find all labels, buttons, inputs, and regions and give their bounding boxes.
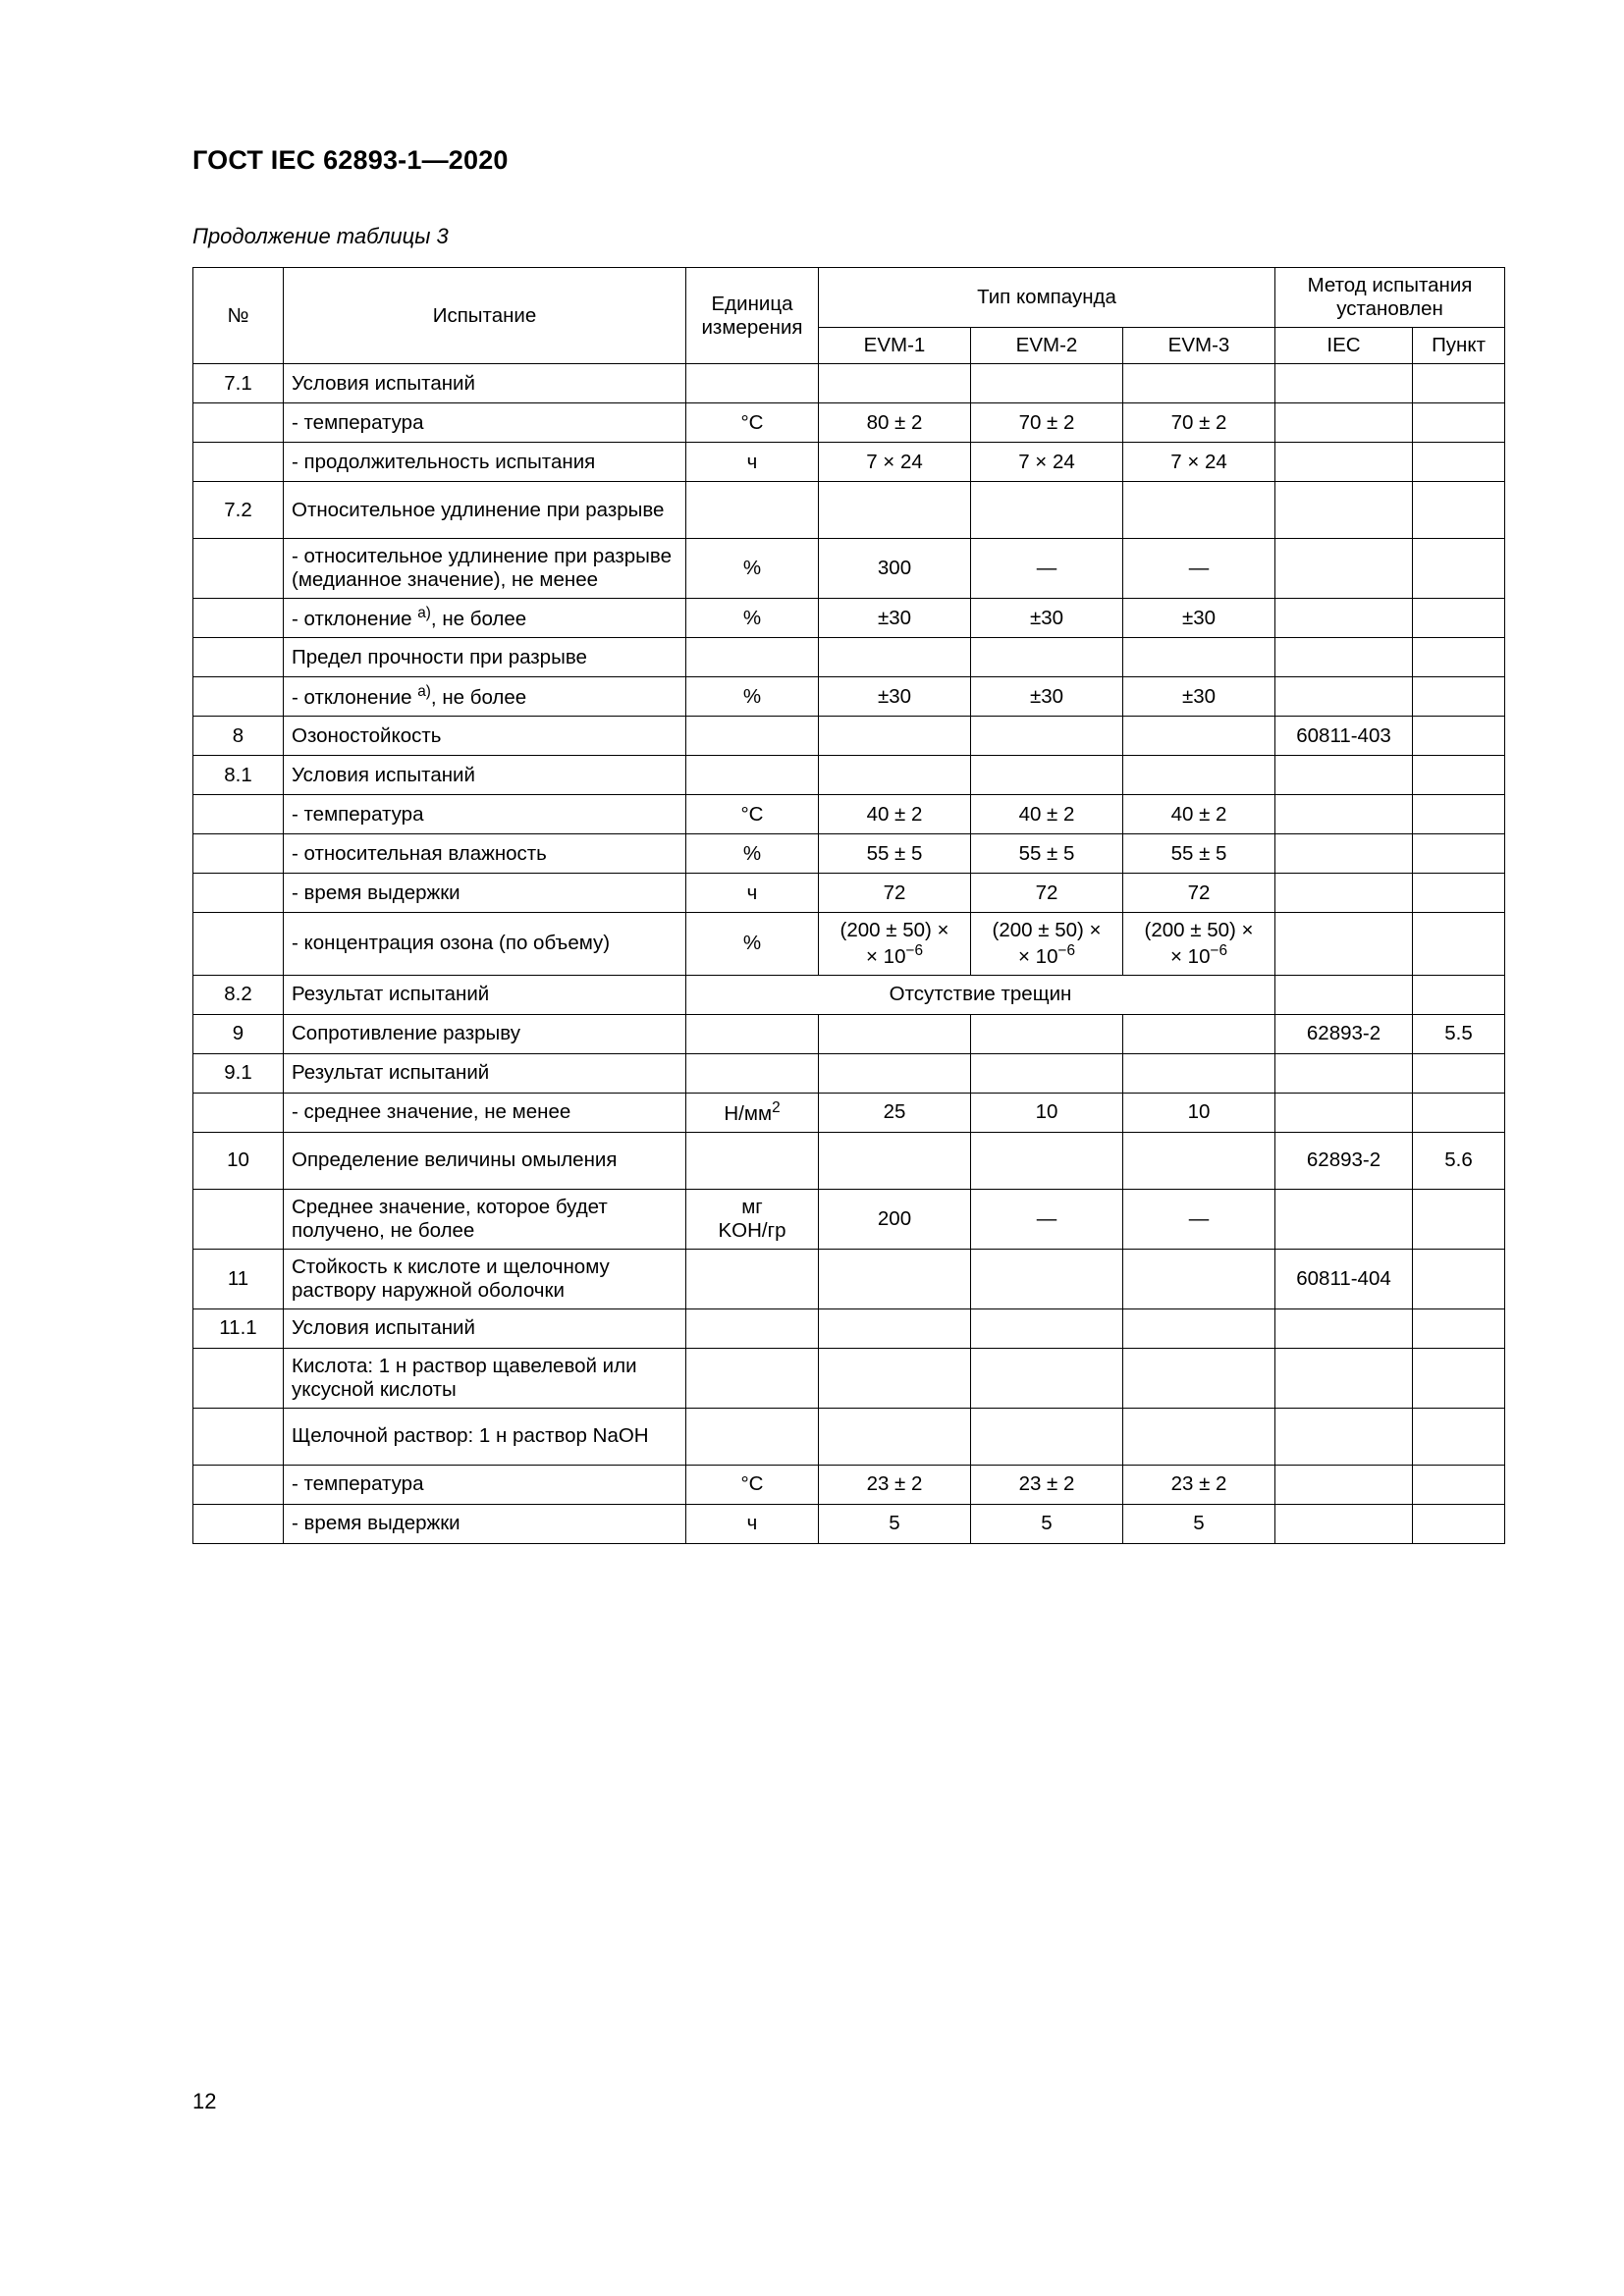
cell-evm3: (200 ± 50) × × $10^{-6}$: [1123, 913, 1275, 976]
table-row: [193, 1093, 1505, 1132]
cell-unit: [686, 1053, 819, 1093]
cell-punkt: [1413, 1189, 1505, 1249]
table-row: [193, 756, 1505, 795]
cell-evm3: [1123, 1348, 1275, 1408]
cell-unit: %: [686, 539, 819, 599]
cell-iec: [1275, 638, 1413, 677]
cell-num: 7.2: [193, 482, 284, 539]
cell-test: Кислота: 1 н раствор щавелевой или уксусной кислоты: [284, 1348, 686, 1408]
cell-iec: [1275, 539, 1413, 599]
cell-evm3: [1123, 1132, 1275, 1189]
cell-test: - время выдержки: [284, 874, 686, 913]
cell-evm2: 72: [971, 874, 1123, 913]
cell-unit: [686, 364, 819, 403]
cell-iec: 60811-403: [1275, 717, 1413, 756]
header-evm3: EVM-3: [1123, 328, 1275, 364]
table-row: [193, 1053, 1505, 1093]
cell-punkt: [1413, 975, 1505, 1014]
cell-unit: [686, 482, 819, 539]
table-row: [193, 1408, 1505, 1465]
cell-num: [193, 874, 284, 913]
cell-num: [193, 1348, 284, 1408]
cell-punkt: [1413, 913, 1505, 976]
cell-evm3: [1123, 638, 1275, 677]
cell-iec: [1275, 795, 1413, 834]
cell-iec: [1275, 599, 1413, 638]
cell-punkt: [1413, 795, 1505, 834]
cell-evm3: 23 ± 2: [1123, 1465, 1275, 1504]
table-row: [193, 1504, 1505, 1543]
cell-iec: [1275, 443, 1413, 482]
table-row: [193, 795, 1505, 834]
cell-evm2: [971, 1348, 1123, 1408]
cell-evm3: [1123, 1408, 1275, 1465]
cell-num: [193, 1093, 284, 1132]
cell-evm2: [971, 717, 1123, 756]
cell-evm2: —: [971, 1189, 1123, 1249]
cell-punkt: 5.5: [1413, 1014, 1505, 1053]
header-method-group: Метод испытания установлен: [1275, 268, 1505, 328]
cell-evm1: 40 ± 2: [819, 795, 971, 834]
cell-test: Сопротивление разрыву: [284, 1014, 686, 1053]
cell-unit: [686, 638, 819, 677]
cell-iec: [1275, 913, 1413, 976]
cell-evm1: 7 × 24: [819, 443, 971, 482]
cell-unit: °C: [686, 1465, 819, 1504]
cell-test: Предел прочности при разрыве: [284, 638, 686, 677]
cell-punkt: [1413, 443, 1505, 482]
cell-iec: [1275, 677, 1413, 717]
table-row: [193, 677, 1505, 717]
cell-iec: [1275, 403, 1413, 443]
table-row: [193, 599, 1505, 638]
header-unit: Единица измерения: [686, 268, 819, 364]
cell-evm2: [971, 364, 1123, 403]
cell-evm2: [971, 1308, 1123, 1348]
cell-iec: [1275, 1308, 1413, 1348]
table-row: [193, 539, 1505, 599]
cell-test: - концентрация озона (по объему): [284, 913, 686, 976]
cell-num: 9: [193, 1014, 284, 1053]
table-row: [193, 482, 1505, 539]
cell-iec: [1275, 1465, 1413, 1504]
cell-punkt: [1413, 1465, 1505, 1504]
cell-iec: [1275, 1408, 1413, 1465]
cell-evm1: [819, 717, 971, 756]
cell-iec: [1275, 1093, 1413, 1132]
cell-punkt: [1413, 1249, 1505, 1308]
cell-test: Результат испытаний: [284, 1053, 686, 1093]
cell-evm1: 25: [819, 1093, 971, 1132]
cell-evm1: ±30: [819, 599, 971, 638]
cell-num: [193, 599, 284, 638]
cell-num: [193, 638, 284, 677]
cell-evm2: ±30: [971, 599, 1123, 638]
cell-evm2: [971, 756, 1123, 795]
cell-iec: 62893-2: [1275, 1132, 1413, 1189]
cell-test: - температура: [284, 795, 686, 834]
cell-evm3: 40 ± 2: [1123, 795, 1275, 834]
cell-unit: мг KOH/гр: [686, 1189, 819, 1249]
cell-num: [193, 1189, 284, 1249]
cell-test: Результат испытаний: [284, 975, 686, 1014]
cell-test: - температура: [284, 1465, 686, 1504]
cell-unit: $Н/мм^2$: [686, 1093, 819, 1132]
cell-evm2: [971, 1132, 1123, 1189]
cell-evm3: [1123, 364, 1275, 403]
header-num: №: [193, 268, 284, 364]
cell-unit: [686, 756, 819, 795]
cell-test: Озоностойкость: [284, 717, 686, 756]
cell-test: Условия испытаний: [284, 364, 686, 403]
footnote-marker: а): [417, 605, 431, 622]
cell-punkt: [1413, 1408, 1505, 1465]
cell-iec: [1275, 834, 1413, 874]
cell-test: - относительное удлинение при разрыве (медианное значение), не менее: [284, 539, 686, 599]
cell-num: 9.1: [193, 1053, 284, 1093]
cell-num: 8: [193, 717, 284, 756]
cell-num: [193, 403, 284, 443]
cell-evm1: [819, 1408, 971, 1465]
cell-evm2: [971, 1408, 1123, 1465]
cell-evm2: [971, 1249, 1123, 1308]
cell-evm2: [971, 1014, 1123, 1053]
cell-num: [193, 677, 284, 717]
cell-evm1: [819, 1348, 971, 1408]
footnote-marker: а): [417, 683, 431, 701]
cell-evm2: 55 ± 5: [971, 834, 1123, 874]
cell-punkt: 5.6: [1413, 1132, 1505, 1189]
table-row: [193, 913, 1505, 976]
header-punkt: Пункт: [1413, 328, 1505, 364]
cell-iec: [1275, 1348, 1413, 1408]
table-header-row-1: [193, 268, 1505, 328]
cell-test: Условия испытаний: [284, 756, 686, 795]
cell-num: [193, 834, 284, 874]
cell-test: Среднее значение, которое будет получено, не более: [284, 1189, 686, 1249]
cell-test: Относительное удлинение при разрыве: [284, 482, 686, 539]
cell-evm3: [1123, 1308, 1275, 1348]
header-test: Испытание: [284, 268, 686, 364]
cell-merged-result: Отсутствие трещин: [686, 975, 1275, 1014]
cell-unit: °C: [686, 403, 819, 443]
cell-unit: [686, 1132, 819, 1189]
cell-iec: [1275, 975, 1413, 1014]
cell-iec: [1275, 1504, 1413, 1543]
cell-evm3: 10: [1123, 1093, 1275, 1132]
table-row: [193, 874, 1505, 913]
cell-punkt: [1413, 1504, 1505, 1543]
cell-unit: %: [686, 677, 819, 717]
cell-punkt: [1413, 1053, 1505, 1093]
cell-evm3: [1123, 482, 1275, 539]
table-row: [193, 1014, 1505, 1053]
cell-evm3: 72: [1123, 874, 1275, 913]
cell-evm1: [819, 1249, 971, 1308]
cell-num: [193, 443, 284, 482]
cell-unit: °C: [686, 795, 819, 834]
cell-evm3: —: [1123, 1189, 1275, 1249]
table-caption: Продолжение таблицы 3: [192, 224, 449, 248]
cell-evm1: 23 ± 2: [819, 1465, 971, 1504]
cell-punkt: [1413, 1348, 1505, 1408]
cell-punkt: [1413, 834, 1505, 874]
cell-punkt: [1413, 638, 1505, 677]
cell-num: 8.1: [193, 756, 284, 795]
table-row: [193, 1308, 1505, 1348]
cell-iec: [1275, 1053, 1413, 1093]
cell-iec: [1275, 1189, 1413, 1249]
cell-punkt: [1413, 403, 1505, 443]
cell-iec: 62893-2: [1275, 1014, 1413, 1053]
cell-evm3: [1123, 1249, 1275, 1308]
cell-num: 7.1: [193, 364, 284, 403]
cell-test: - отклонение $^{а)}$, не более: [284, 677, 686, 717]
cell-evm1: (200 ± 50) × × $10^{-6}$: [819, 913, 971, 976]
cell-num: [193, 539, 284, 599]
cell-evm1: 5: [819, 1504, 971, 1543]
cell-punkt: [1413, 599, 1505, 638]
table-row: [193, 1189, 1505, 1249]
cell-test: - среднее значение, не менее: [284, 1093, 686, 1132]
cell-unit: ч: [686, 1504, 819, 1543]
cell-iec: 60811-404: [1275, 1249, 1413, 1308]
table-row: [193, 834, 1505, 874]
cell-evm3: 70 ± 2: [1123, 403, 1275, 443]
header-evm1: EVM-1: [819, 328, 971, 364]
cell-test: - температура: [284, 403, 686, 443]
cell-evm1: 200: [819, 1189, 971, 1249]
cell-unit: [686, 717, 819, 756]
cell-num: 10: [193, 1132, 284, 1189]
cell-test: Условия испытаний: [284, 1308, 686, 1348]
cell-unit: [686, 1348, 819, 1408]
cell-evm1: [819, 638, 971, 677]
cell-evm3: 5: [1123, 1504, 1275, 1543]
cell-unit: ч: [686, 874, 819, 913]
header-iec: IEC: [1275, 328, 1413, 364]
cell-punkt: [1413, 1308, 1505, 1348]
table-row: [193, 443, 1505, 482]
table-row: [193, 1465, 1505, 1504]
cell-evm1: 72: [819, 874, 971, 913]
table-row: [193, 403, 1505, 443]
cell-iec: [1275, 364, 1413, 403]
cell-evm1: ±30: [819, 677, 971, 717]
cell-num: 11.1: [193, 1308, 284, 1348]
cell-punkt: [1413, 756, 1505, 795]
cell-num: 8.2: [193, 975, 284, 1014]
cell-punkt: [1413, 677, 1505, 717]
cell-evm2: ±30: [971, 677, 1123, 717]
cell-num: [193, 1465, 284, 1504]
cell-iec: [1275, 874, 1413, 913]
cell-test: Щелочной раствор: 1 н раствор NaOH: [284, 1408, 686, 1465]
cell-evm2: 10: [971, 1093, 1123, 1132]
cell-evm2: —: [971, 539, 1123, 599]
cell-unit: %: [686, 599, 819, 638]
cell-evm1: [819, 756, 971, 795]
cell-unit: %: [686, 834, 819, 874]
cell-punkt: [1413, 1093, 1505, 1132]
cell-evm1: [819, 1053, 971, 1093]
page-number: 12: [192, 2089, 217, 2113]
cell-evm1: 300: [819, 539, 971, 599]
table-row: [193, 1132, 1505, 1189]
cell-unit: [686, 1408, 819, 1465]
cell-unit: ч: [686, 443, 819, 482]
cell-evm3: [1123, 1053, 1275, 1093]
cell-test: - время выдержки: [284, 1504, 686, 1543]
cell-test: - отклонение $^{а)}$, не более: [284, 599, 686, 638]
table-row: [193, 975, 1505, 1014]
cell-evm2: 23 ± 2: [971, 1465, 1123, 1504]
cell-evm1: [819, 1132, 971, 1189]
cell-num: [193, 1408, 284, 1465]
cell-unit: [686, 1308, 819, 1348]
cell-evm1: [819, 482, 971, 539]
cell-evm3: ±30: [1123, 599, 1275, 638]
cell-evm1: 55 ± 5: [819, 834, 971, 874]
cell-evm3: —: [1123, 539, 1275, 599]
cell-evm2: [971, 1053, 1123, 1093]
cell-evm1: 80 ± 2: [819, 403, 971, 443]
cell-evm2: 7 × 24: [971, 443, 1123, 482]
cell-test: Определение величины омыления: [284, 1132, 686, 1189]
header-compound-group: Тип компаунда: [819, 268, 1275, 328]
cell-num: [193, 795, 284, 834]
cell-test: - относительная влажность: [284, 834, 686, 874]
cell-evm3: ±30: [1123, 677, 1275, 717]
cell-punkt: [1413, 874, 1505, 913]
cell-num: [193, 1504, 284, 1543]
table-row: [193, 717, 1505, 756]
table-row: [193, 1348, 1505, 1408]
header-evm2: EVM-2: [971, 328, 1123, 364]
cell-evm2: 40 ± 2: [971, 795, 1123, 834]
cell-unit: %: [686, 913, 819, 976]
cell-unit: [686, 1014, 819, 1053]
table-row: [193, 364, 1505, 403]
cell-punkt: [1413, 717, 1505, 756]
cell-evm3: [1123, 717, 1275, 756]
cell-iec: [1275, 482, 1413, 539]
cell-evm3: 7 × 24: [1123, 443, 1275, 482]
cell-num: 11: [193, 1249, 284, 1308]
cell-evm2: 5: [971, 1504, 1123, 1543]
cell-evm2: (200 ± 50) × × $10^{-6}$: [971, 913, 1123, 976]
cell-evm3: [1123, 1014, 1275, 1053]
cell-punkt: [1413, 482, 1505, 539]
cell-evm3: 55 ± 5: [1123, 834, 1275, 874]
cell-evm2: [971, 638, 1123, 677]
cell-unit: [686, 1249, 819, 1308]
table-row: [193, 638, 1505, 677]
cell-evm1: [819, 1014, 971, 1053]
cell-evm2: [971, 482, 1123, 539]
cell-evm1: [819, 1308, 971, 1348]
cell-num: [193, 913, 284, 976]
cell-iec: [1275, 756, 1413, 795]
document-header: ГОСТ IEC 62893-1—2020: [192, 145, 509, 175]
cell-punkt: [1413, 364, 1505, 403]
cell-evm3: [1123, 756, 1275, 795]
cell-test: - продолжительность испытания: [284, 443, 686, 482]
cell-evm1: [819, 364, 971, 403]
requirements-table: [192, 267, 1505, 1544]
table-row: [193, 1249, 1505, 1308]
cell-test: Стойкость к кислоте и щелочному раствору наружной оболочки: [284, 1249, 686, 1308]
cell-evm2: 70 ± 2: [971, 403, 1123, 443]
cell-punkt: [1413, 539, 1505, 599]
